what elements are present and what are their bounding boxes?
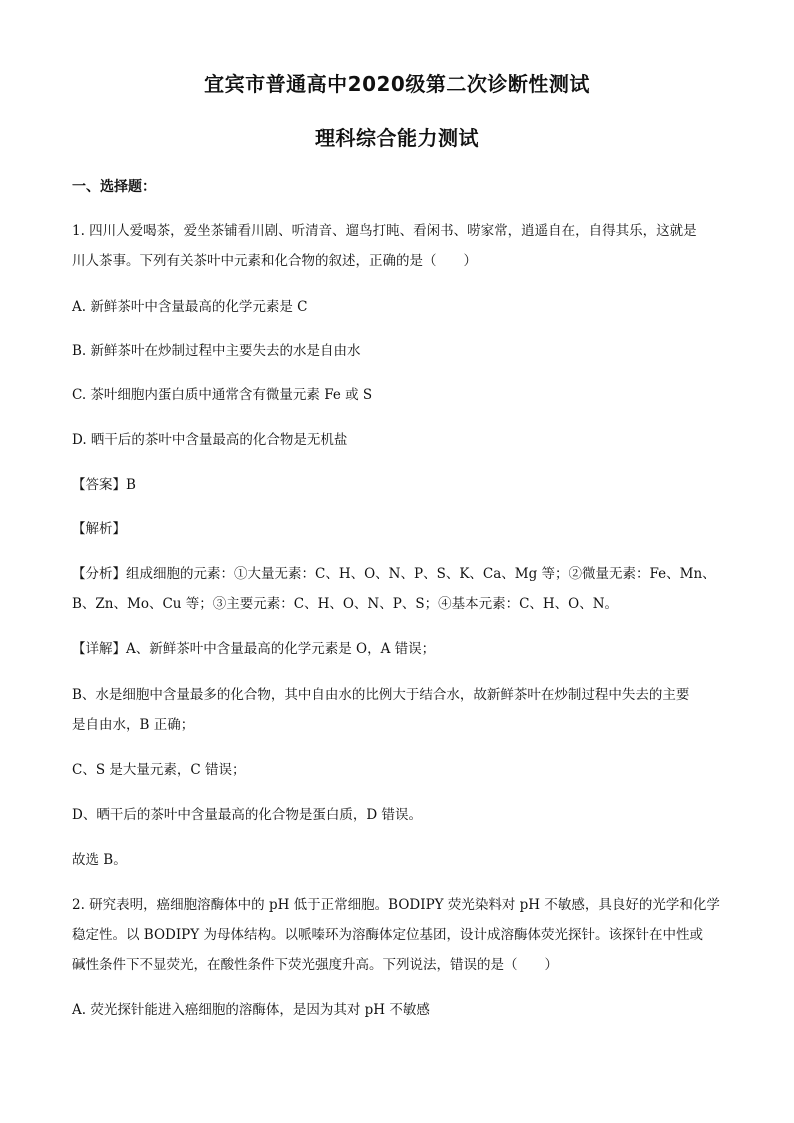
q1-xiangjie-line4: C、S 是大量元素，C 错误； [72,762,246,778]
q1-stem-line2: 川人茶事。下列有关茶叶中元素和化合物的叙述，正确的是（ ） [72,253,477,269]
q1-answer [72,476,722,494]
exam-title: 宜宾市普通高中2020级第二次诊断性测试 [204,72,590,96]
q1-option-d: D. 晒干后的茶叶中含量最高的化合物是无机盐 [72,432,348,448]
q1-option-c: C. 茶叶细胞内蛋白质中通常含有微量元素 Fe 或 S [72,387,373,403]
q2-stem-line3: 碱性条件下不显荧光，在酸性条件下荧光强度升高。下列说法，错误的是（ ） [72,957,558,973]
q1-option-a: A. 新鲜茶叶中含量最高的化学元素是 C [72,299,308,315]
q2-option-a: A. 荧光探针能进入癌细胞的溶酶体，是因为其对 pH 不敏感 [72,1002,430,1018]
xiangjie-text-1: A、新鲜茶叶中含量最高的化学元素是 O，A 错误； [126,641,436,657]
q1-stem-line1: 1. 四川人爱喝茶，爱坐茶铺看川剧、听清音、遛鸟打盹、看闲书、唠家常，逍遥自在，自得其乐，这就是 [72,223,697,239]
q1-fenxi-line2: B、Zn、Mo、Cu 等；③主要元素：C、H、O、N、P、S；④基本元素：C、H、O、N。 [72,596,619,612]
fenxi-text-1: 组成细胞的元素：①大量无素：C、H、O、N、P、S、K、Ca、Mg 等；②微量无素：Fe、Mn、 [126,566,716,582]
q1-conclusion: 故选 B。 [72,852,127,868]
section-heading: 一、选择题： [72,179,156,195]
xiangjie-label: 【详解】 [72,641,126,657]
q1-option-b: B. 新鲜茶叶在炒制过程中主要失去的水是自由水 [72,343,361,359]
answer-label: 【答案】 [72,477,126,493]
analysis-label: 【解析】 [72,521,126,537]
q1-xiangjie-line2: B、水是细胞中含量最多的化合物，其中自由水的比例大于结合水，故新鲜茶叶在炒制过程中失去的主要 [72,687,690,703]
answer-value: B [126,477,136,493]
q1-fenxi-line1 [72,565,722,583]
q1-xiangjie-line3: 是自由水，B 正确； [72,717,195,733]
exam-subtitle: 理科综合能力测试 [315,126,479,150]
q2-stem-line2: 稳定性。以 BODIPY 为母体结构。以哌嗪环为溶酶体定位基团，设计成溶酶体荧光探针。该探针在中性或 [72,927,703,943]
q1-xiangjie-line1 [72,640,722,658]
q2-stem-line1: 2. 研究表明，癌细胞溶酶体中的 pH 低于正常细胞。BODIPY 荧光染料对 pH 不敏感，具良好的光学和化学 [72,897,720,913]
q1-analysis-label [72,520,722,538]
exam-page [72,0,722,1123]
fenxi-label: 【分析】 [72,566,126,582]
q1-xiangjie-line5: D、晒干后的茶叶中含量最高的化合物是蛋白质，D 错误。 [72,807,422,823]
